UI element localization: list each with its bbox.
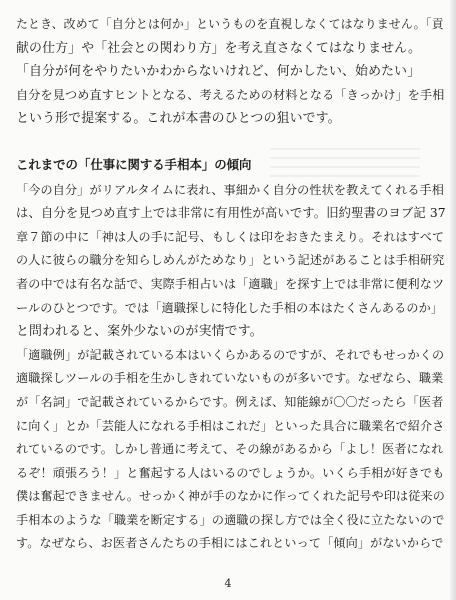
body-line: 適職探しツールの手相を生かしきれていないものが多いです。なぜなら、職業 (16, 371, 444, 386)
body-line: の人に彼らの職分を知らしめんがためなり」という記述があることは手相研究 (16, 253, 445, 268)
page-number: 4 (224, 577, 232, 590)
intro-line: という形で提案する。これが本書のひとつの狙いです。 (16, 111, 341, 127)
section-body (16, 179, 448, 557)
scan-edge-shadow (450, 0, 456, 600)
body-line: るぞ！頑張ろう！」と奮起する人はいるのでしょうか。いくら手相が好きでも (16, 465, 445, 480)
body-line: は、自分を見つめ直す上では非常に有用性が高いです。旧約聖書のヨブ記 37 (16, 206, 446, 221)
body-line: が「名詞」で記載されているからです。例えば、知能線が〇〇だったら「医者 (16, 394, 444, 409)
body-line: 者の中では有名な話で、実際手相占いは「適職」を探す上では非常に便利なツ (16, 276, 445, 291)
page-text (16, 13, 448, 556)
intro-line: たとき、改めて「自分とは何か」というものを直視しなくてはなりません。「貢 (16, 17, 444, 31)
intro-line: 「自分が何をやりたいかわからないけれど、何かしたい、始めたい」 (16, 64, 421, 80)
section-heading: これまでの「仕事に関する手相本」の傾向 (16, 156, 252, 172)
body-line: 僕は奮起できません。せっかく神が手のなかに作ってくれた記号や印は従来の (16, 489, 446, 504)
body-line: 「適職例」が記載されている本はいくらかあるのですが、それでもせっかくの (16, 347, 445, 362)
body-line: に向く」とか「芸能人になれる手相はこれだ」といった具合に職業名で紹介さ (16, 418, 445, 433)
body-line: 章７節の中に「神は人の手に記号、もしくは印をおきたまえり。それはすべて (16, 229, 445, 244)
body-line: 手相本のような「職業を断定する」の適職の探し方では全く役に立たないので (16, 512, 445, 527)
intro-line: 自分を見つめ直すヒントとなる、考えるための材料となる「きっかけ」を手相 (16, 87, 445, 102)
body-line: と問われると、案外少ないのが実情です。 (16, 324, 263, 340)
intro-line: 献の仕方」や「社会との関わり方」を考え直さなくてはなりません。 (16, 40, 422, 56)
body-line: す。なぜなら、お医者さんたちの手相にはこれといって「傾向」がないからで (16, 536, 444, 551)
body-line: れているのです。しかし普通に考えて、その線があるから「よし！医者になれ (16, 442, 444, 457)
body-line: 「今の自分」がリアルタイムに表れ、事細かく自分の性状を教えてくれる手相 (16, 182, 445, 197)
body-line: ールのひとつです。では「適職探しに特化した手相の本はたくさんあるのか」 (16, 300, 444, 315)
